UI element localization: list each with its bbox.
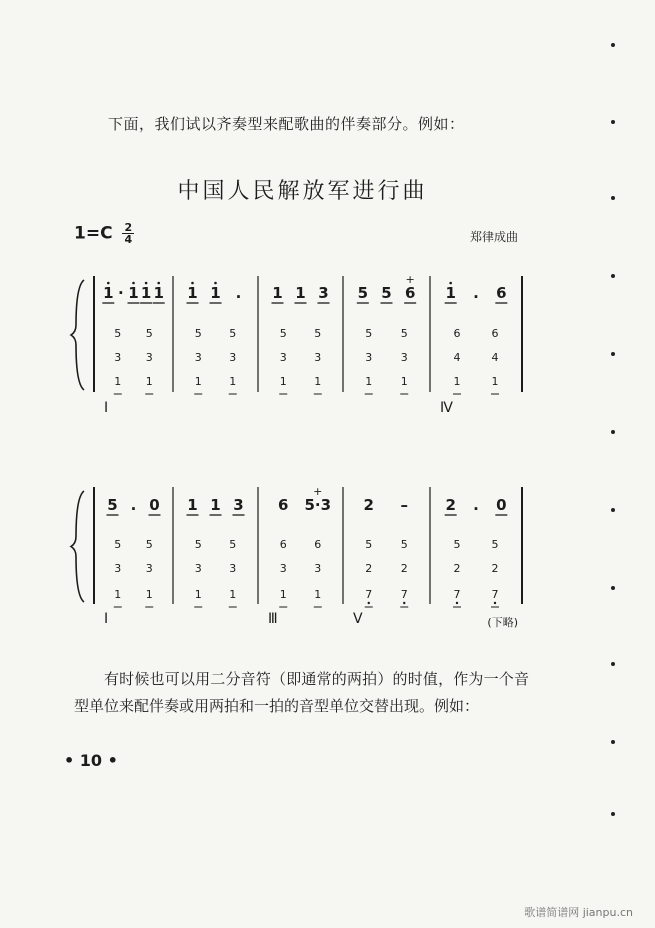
melody-note: 0 [149,496,160,514]
melody-note: . [130,496,137,514]
chord-note: 5 [194,327,202,340]
chord-note: 6 [314,538,322,551]
chord-note: 6 [279,538,287,551]
chord-note: 1 [114,588,122,601]
chord-note: 1 [229,375,237,388]
brace [71,491,84,602]
chord-note: 5 [491,538,499,551]
high-octave-dot [157,282,160,285]
chord-note: 7 [365,588,373,601]
chord-note: 3 [114,351,122,364]
chord-note: 3 [229,562,237,575]
chord-note: 3 [314,351,322,364]
roman-numeral: Ⅳ [440,400,453,416]
margin-dot [611,662,615,666]
chord-note: 5 [453,538,461,551]
melody-note: 5·3 [304,496,332,514]
melody-note: 1 [445,284,456,302]
chord-note: 3 [279,562,287,575]
low-octave-dot [368,602,370,604]
roman-numeral: I [104,611,109,627]
song-title: 中国人民解放军进行曲 [177,179,428,204]
high-octave-dot [145,282,148,285]
chord-note: 3 [279,351,287,364]
margin-dot [611,508,615,512]
low-octave-dot [494,602,496,604]
chord-note: 4 [491,351,499,364]
melody-note: 1 [187,496,198,514]
melody-note: 1 [210,496,221,514]
margin-dot [611,120,615,124]
time-numerator: 2 [124,221,133,234]
chord-note: 5 [145,538,153,551]
melody-note: 0 [496,496,507,514]
melody-note: 1 [140,284,152,302]
melody-note: 6 [278,496,289,514]
roman-numeral: I [104,400,109,416]
chord-note: 4 [453,351,461,364]
page-number: • 10 • [64,751,118,770]
melody-note: 1 [272,284,283,302]
key-label: 1=C [74,223,113,244]
chord-note: 5 [400,538,408,551]
margin-dot [611,430,615,434]
brace [71,280,84,390]
chord-note: 5 [400,327,408,340]
melody-note: 5 [357,284,369,302]
chord-note: 5 [279,327,287,340]
chord-note: 1 [194,588,202,601]
melody-note: 2 [363,496,374,514]
high-octave-dot [132,282,135,285]
chord-note: 3 [194,351,202,364]
roman-numeral: Ⅲ [268,611,278,627]
roman-numeral: Ⅴ [353,611,363,627]
melody-note: . [473,284,479,302]
chord-note: 6 [491,327,499,340]
chord-note: 7 [400,588,408,601]
accent-mark: + [313,485,323,498]
margin-dot [611,586,615,590]
melody-note: . [235,284,242,302]
chord-note: 2 [400,562,408,575]
chord-note: 3 [114,562,122,575]
chord-note: 1 [114,375,122,388]
chord-note: 1 [453,375,461,388]
chord-note: 5 [229,327,237,340]
high-octave-dot [107,282,110,285]
margin-dot [611,274,615,278]
body-paragraph [74,666,529,720]
melody-note: 3 [318,284,329,302]
body-paragraph-text: 有时候也可以用二分音符（即通常的两拍）的时值，作为一个音型单位来配伴奏或用两拍和一拍的音型单位交替出现。例如： [74,670,529,715]
chord-note: 3 [229,351,237,364]
chord-note: 5 [365,327,373,340]
chord-note: 1 [314,375,322,388]
chord-note: 1 [229,588,237,601]
low-octave-dot [403,602,405,604]
chord-note: 5 [365,538,373,551]
margin-dot [611,352,615,356]
chord-note: 1 [194,375,202,388]
melody-note: 2 [445,496,456,514]
chord-note: 5 [314,327,322,340]
chord-note: 1 [491,375,499,388]
chord-note: 7 [491,588,499,601]
watermark: 歌谱简谱网 jianpu.cn [524,906,633,919]
chord-note: 1 [145,375,153,388]
melody-note: 1 [103,284,114,302]
chord-note: 3 [145,562,153,575]
chord-note: 1 [400,375,408,388]
high-octave-dot [214,282,217,285]
melody-note: 1 [153,284,164,302]
melody-note: 6 [404,284,416,302]
chord-note: 5 [114,538,122,551]
time-denominator: 4 [124,233,133,246]
chord-note: 1 [314,588,322,601]
chord-note: 5 [114,327,122,340]
chord-note: 3 [194,562,202,575]
accent-mark: + [405,273,415,286]
margin-dot [611,740,615,744]
melody-note: 3 [233,496,244,514]
chord-note: 3 [400,351,408,364]
chord-note: 7 [453,588,461,601]
margin-dot [611,812,615,816]
margin-dot [611,43,615,47]
chord-note: 6 [453,327,461,340]
melody-note: 5 [381,284,392,302]
melody-note: · [118,284,124,302]
high-octave-dot [449,282,452,285]
chord-note: 2 [453,562,461,575]
melody-note: 1 [187,284,198,302]
chord-note: 1 [145,588,153,601]
omitted-note: (下略) [487,616,518,629]
chord-note: 3 [145,351,153,364]
chord-note: 3 [314,562,322,575]
chord-note: 2 [491,562,499,575]
intro-text: 下面，我们试以齐奏型来配歌曲的伴奏部分。例如： [108,115,465,133]
melody-note: . [473,496,479,514]
chord-note: 5 [145,327,153,340]
chord-note: 1 [279,375,287,388]
chord-note: 5 [194,538,202,551]
high-octave-dot [191,282,194,285]
chord-note: 2 [365,562,373,575]
melody-note: 1 [295,284,306,302]
chord-note: 1 [279,588,287,601]
melody-note: 1 [128,284,139,302]
composer-credit: 郑律成曲 [470,230,519,244]
melody-note: – [400,496,408,514]
low-octave-dot [456,602,458,604]
melody-note: 6 [496,284,507,302]
chord-note: 1 [365,375,373,388]
melody-note: 1 [210,284,221,302]
margin-dot [611,196,615,200]
melody-note: 5 [107,496,118,514]
chord-note: 5 [229,538,237,551]
chord-note: 3 [365,351,373,364]
